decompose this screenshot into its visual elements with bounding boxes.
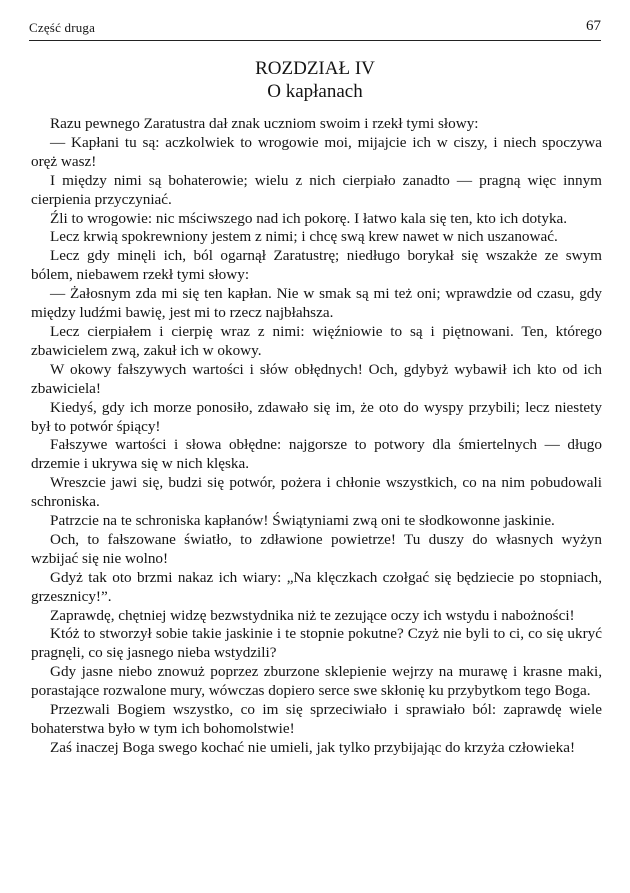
paragraph: Lecz gdy minęli ich, ból ogarnął Zaratustrę; niedługo borykał się wszakże ze swym bólem, niebawem rzekł tymi słowy: [31,247,602,284]
chapter-number: ROZDZIAŁ IV [255,58,375,79]
chapter-title: O kapłanach [267,81,363,102]
paragraph: I między nimi są bohaterowie; wielu z nich cierpiało zanadto — pragną więc innym cierpienia przyczyniać. [31,171,602,208]
body-text [31,115,602,758]
page-number: 67 [586,18,601,34]
paragraph: Zaś inaczej Boga swego kochać nie umieli, jak tylko przybijając do krzyża człowieka! [50,738,576,756]
paragraph: Lecz krwią spokrewniony jestem z nimi; i chcę swą krew nawet w nich uszanować. [50,228,558,246]
paragraph: Źli to wrogowie: nic mściwszego nad ich pokorę. I łatwo kala się ten, kto ich dotyka. [50,209,568,227]
paragraph: W okowy fałszywych wartości i słów obłędnych! Och, gdybyż wybawił ich kto od ich zbawiciela! [31,360,602,397]
header-rule [29,40,601,41]
paragraph: Lecz cierpiałem i cierpię wraz z nimi: więźniowie to są i piętnowani. Ten, którego zbawicielem zwą, zakuł ich w okowy. [31,322,602,359]
section-label: Część druga [29,20,96,35]
paragraph: Och, to fałszowane światło, to zdławione powietrze! Tu duszy do własnych wyżyn wzbijać się nie wolno! [31,530,602,567]
paragraph: Któż to stworzył sobie takie jaskinie i te stopnie pokutne? Czyż nie byli to ci, co się ukryć pragnęli, co się jasnego nieba wstydzili? [31,625,602,662]
paragraph: Kiedyś, gdy ich morze ponosiło, zdawało się im, że oto do wyspy przybili; lecz niestety był to potwór śpiący! [31,398,602,435]
paragraph: Wreszcie jawi się, budzi się potwór, pożera i chłonie wszystkich, co na nim pobudowali schroniska. [31,474,602,511]
paragraph: — Kapłani tu są: aczkolwiek to wrogowie moi, mijajcie ich w ciszy, i niech spoczywa oręż wasz! [31,133,602,170]
paragraph: Patrzcie na te schroniska kapłanów! Świątyniami zwą oni te słodkowonne jaskinie. [50,512,555,530]
paragraph: Gdyż tak oto brzmi nakaz ich wiary: „Na klęczkach czołgać się będziecie po stopniach, grzesznicy!”. [31,568,602,605]
paragraph: Zaprawdę, chętniej widzę bezwstydnika niż te zezujące oczy ich wstydu i nabożności! [50,606,575,624]
paragraph: — Żałosnym zda mi się ten kapłan. Nie w smak są mi też oni; wprawdzie od czasu, gdy między ludźmi bawię, jest mi to rzecz najbłahsza. [31,285,602,322]
chapter-heading [0,57,630,103]
paragraph: Razu pewnego Zaratustra dał znak uczniom swoim i rzekł tymi słowy: [50,115,479,132]
paragraph: Fałszywe wartości i słowa obłędne: najgorsze to potwory dla śmiertelnych — długo drzemie i ukrywa się w nich klęska. [31,436,602,473]
paragraph: Gdy jasne niebo znowuż poprzez zburzone sklepienie wejrzy na murawę i krasne maki, porastające rozwalone mury, wówczas dopiero serce swe skłonię ku przybytkom tego Boga. [31,663,602,700]
running-header [29,16,601,40]
paragraph: Przezwali Bogiem wszystko, co im się sprzeciwiało i sprawiało ból: zaprawdę wiele bohaterstwa było w tym ich bohomolstwie! [31,701,602,737]
